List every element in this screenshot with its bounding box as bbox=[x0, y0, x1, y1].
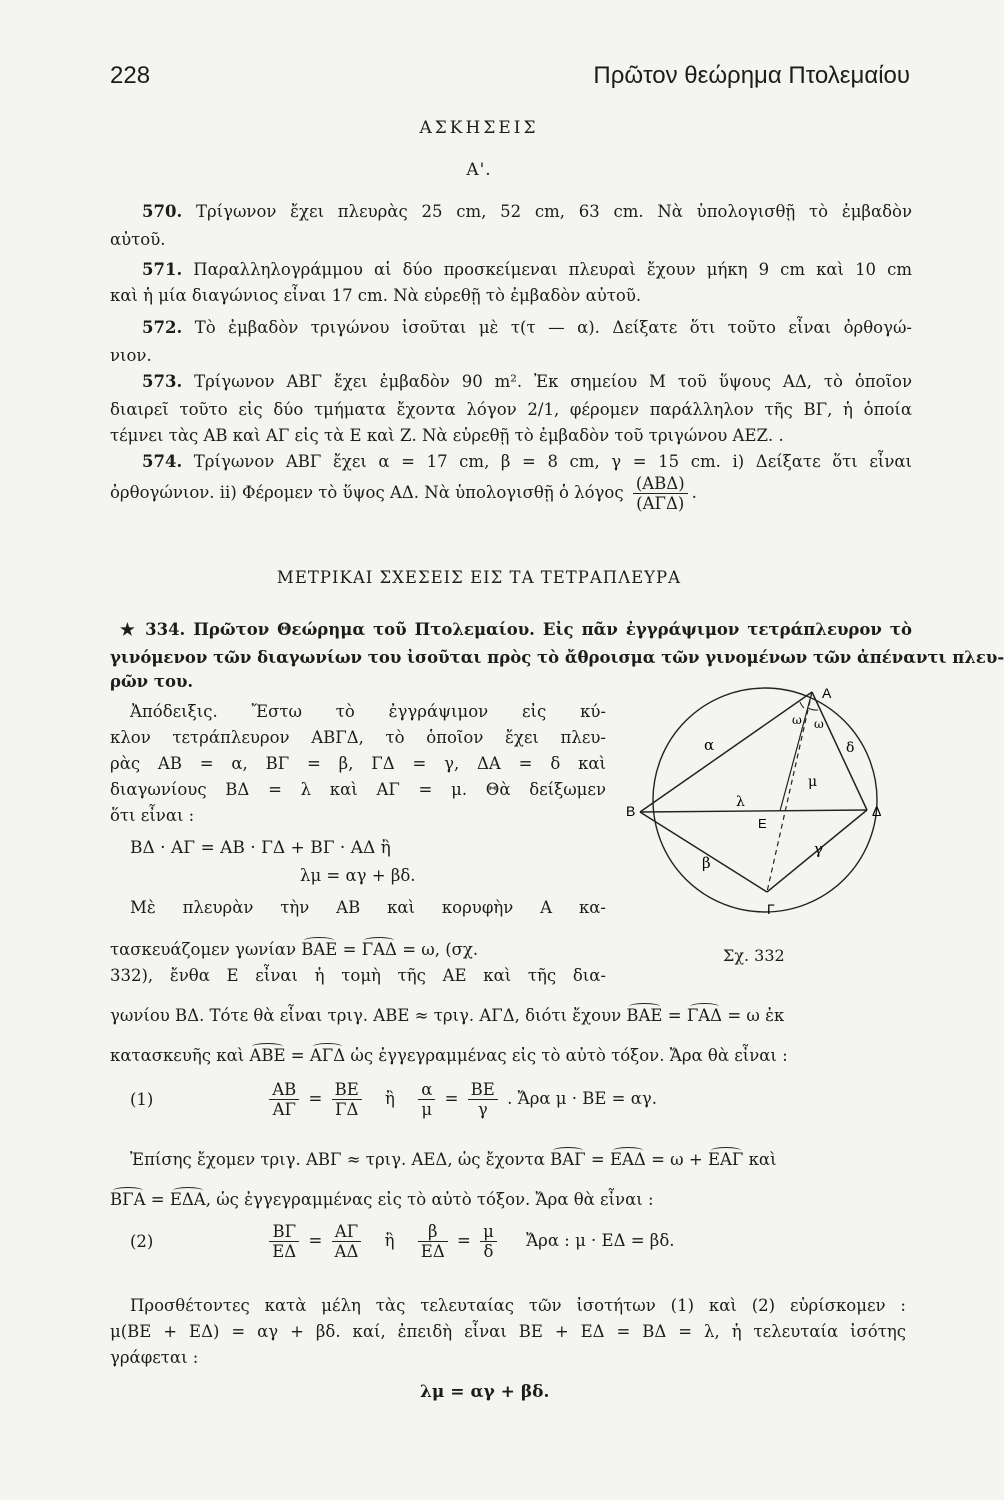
side-AD bbox=[812, 692, 867, 810]
proof-line12: ΒΓΑ = ΕΔΑ, ὡς ἐγγεγραμμένας εἰς τὸ αὐτὸ τόξον. Ἄρα θὰ εἶναι : bbox=[110, 1190, 654, 1209]
exercise-571-line2: καὶ ἡ μία διαγώνιος εἶναι 17 cm. Νὰ εὑρεθῇ τὸ ἐμβαδὸν αὐτοῦ. bbox=[110, 286, 642, 305]
final-equation: λμ = αγ + βδ. bbox=[420, 1382, 550, 1402]
exercise-571-line1: 571. Παραλληλογράμμου αἱ δύο προσκείμεναι πλευραὶ ἔχουν μήκη 9 cm καὶ 10 cm bbox=[142, 260, 912, 279]
label-B: Β bbox=[626, 803, 636, 819]
theorem-line1: ★ 334. Πρῶτον Θεώρημα τοῦ Πτολεμαίου. Εἰς πᾶν ἐγγράψιμον τετράπλευρον τὸ bbox=[120, 620, 912, 639]
segment-AE bbox=[780, 692, 812, 811]
proof-line11: Ἐπίσης ἔχομεν τριγ. ΑΒΓ ≈ τριγ. ΑΕΔ, ὡς ἔχοντα ΒΑΓ = ΕΑΔ = ω + ΕΑΓ καὶ bbox=[130, 1150, 777, 1169]
side-AB bbox=[640, 692, 812, 812]
proof-line7: τασκευάζομεν γωνίαν ΒΑΕ = ΓΑΔ = ω, (σχ. bbox=[110, 940, 479, 959]
proof-line13: Προσθέτοντες κατὰ μέλη τὰς τελευταίας τῶν ἰσοτήτων (1) καὶ (2) εὑρίσκομεν : bbox=[130, 1296, 906, 1315]
exercise-572-line1: 572. Τὸ ἐμβαδὸν τριγώνου ἰσοῦται μὲ τ(τ — α). Δείξατε ὅτι τοῦτο εἶναι ὀρθογώ- bbox=[142, 318, 912, 337]
diagonal-AG bbox=[767, 692, 812, 892]
proof-line8: 332), ἔνθα Ε εἶναι ἡ τομὴ τῆς ΑΕ καὶ τῆς δια- bbox=[110, 966, 606, 985]
formula-2: (2) $\frac{B\Gamma}{E\Delta}$ = $\frac{A\Gamma}{A\Delta}$ ἢ $\frac{\beta}{E\Delta}$ = $\frac{\mu}{\delta}$ Ἄρα : μ · ΕΔ = βδ. bbox=[130, 1222, 675, 1261]
label-beta: β bbox=[702, 854, 711, 872]
label-A: Α bbox=[822, 685, 832, 701]
formula-1: (1) $\frac{AB}{A\Gamma}$ = $\frac{BE}{\Gamma\Delta}$ ἢ $\frac{\alpha}{\mu}$ = $\frac{BE}{\gamma}$ . Ἄρα μ · ΒΕ = αγ. bbox=[130, 1080, 657, 1119]
label-G: Γ bbox=[767, 901, 775, 917]
proof-line4: διαγωνίους ΒΔ = λ καὶ ΑΓ = μ. Θὰ δείξωμεν bbox=[110, 780, 606, 799]
proof-line15: γράφεται : bbox=[110, 1348, 199, 1367]
ratio-fraction: $\frac{\text{(ΑΒΔ)}}{\text{(ΑΓΔ)}}$ bbox=[633, 474, 688, 513]
exercises-subtitle: Α'. bbox=[466, 160, 492, 180]
circumcircle bbox=[653, 688, 877, 912]
label-delta: δ bbox=[846, 740, 855, 756]
exercise-574-line1: 574. Τρίγωνον ΑΒΓ ἔχει α = 17 cm, β = 8 cm, γ = 15 cm. i) Δείξατε ὅτι εἶναι bbox=[142, 452, 913, 471]
label-omega2: ω bbox=[814, 717, 824, 731]
figure-caption: Σχ. 332 bbox=[723, 946, 785, 965]
equation-main: ΒΔ · ΑΓ = ΑΒ · ΓΔ + ΒΓ · ΑΔ ἢ bbox=[130, 838, 391, 858]
exercise-573-line3: τέμνει τὰς ΑΒ καὶ ΑΓ εἰς τὰ Ε καὶ Ζ. Νὰ εὑρεθῇ τὸ ἐμβαδὸν τοῦ τριγώνου ΑΕΖ. . bbox=[110, 426, 784, 445]
diagonal-BD bbox=[640, 810, 867, 812]
proof-line14: μ(ΒΕ + ΕΔ) = αγ + βδ. καί, ἐπειδὴ εἶναι ΒΕ + ΕΔ = ΒΔ = λ, ἡ τελευταία ἰσότης bbox=[110, 1322, 906, 1341]
exercise-570-line1: 570. Τρίγωνον ἔχει πλευρὰς 25 cm, 52 cm, 63 cm. Νὰ ὑπολογισθῇ τὸ ἐμβαδὸν bbox=[142, 202, 912, 221]
running-header: Πρῶτον θεώρημα Πτολεμαίου bbox=[593, 62, 910, 89]
proof-line2: κλον τετράπλευρον ΑΒΓΔ, τὸ ὁποῖον ἔχει πλευ- bbox=[110, 728, 606, 747]
exercise-570-line2: αὐτοῦ. bbox=[110, 230, 166, 249]
page-number: 228 bbox=[110, 62, 151, 89]
angle-arc-omega1 bbox=[800, 702, 804, 708]
figure-332-cyclic-quadrilateral bbox=[626, 682, 894, 922]
equation-short: λμ = αγ + βδ. bbox=[300, 866, 416, 885]
exercise-573-line1: 573. Τρίγωνον ΑΒΓ ἔχει ἐμβαδὸν 90 m². Ἐκ σημείου Μ τοῦ ὕψους ΑΔ, τὸ ὁποῖον bbox=[142, 372, 912, 391]
label-alpha: α bbox=[704, 736, 715, 754]
section-title: ΜΕΤΡΙΚΑΙ ΣΧΕΣΕΙΣ ΕΙΣ ΤΑ ΤΕΤΡΑΠΛΕΥΡΑ bbox=[276, 568, 682, 587]
proof-line6: Μὲ πλευρὰν τὴν ΑΒ καὶ κορυφὴν Α κα- bbox=[130, 898, 606, 917]
label-omega1: ω bbox=[792, 713, 802, 727]
label-lambda: λ bbox=[736, 794, 745, 810]
proof-line1: Ἀπόδειξις. Ἔστω τὸ ἐγγράψιμον εἰς κύ- bbox=[130, 702, 606, 721]
proof-line9: γωνίου ΒΔ. Τότε θὰ εἶναι τριγ. ΑΒΕ ≈ τριγ. ΑΓΔ, διότι ἔχουν ΒΑΕ = ΓΑΔ = ω ἐκ bbox=[110, 1006, 785, 1025]
angle-arc-omega2 bbox=[808, 708, 818, 710]
theorem-line2: γινόμενον τῶν διαγωνίων του ἰσοῦται πρὸς τὸ ἄθροισμα τῶν γινομένων τῶν ἀπέναντι πλευ- bbox=[110, 648, 1004, 667]
theorem-line3: ρῶν του. bbox=[110, 672, 194, 691]
proof-line5: ὅτι εἶναι : bbox=[110, 806, 195, 825]
proof-line10: κατασκευῆς καὶ ΑΒΕ = ΑΓΔ ὡς ἐγγεγραμμένας εἰς τὸ αὐτὸ τόξον. Ἄρα θὰ εἶναι : bbox=[110, 1046, 788, 1065]
exercise-572-line2: νιον. bbox=[110, 346, 152, 365]
label-gamma: γ bbox=[814, 840, 823, 858]
exercises-title: ΑΣΚΗΣΕΙΣ bbox=[419, 118, 539, 138]
side-BG bbox=[640, 812, 767, 892]
label-E: Ε bbox=[758, 816, 767, 831]
exercise-573-line2: διαιρεῖ τοῦτο εἰς δύο τμήματα ἔχοντα λόγον 2/1, φέρομεν παράλληλον τῆς ΒΓ, ἡ ὁποία bbox=[110, 400, 912, 419]
proof-line3: ρὰς ΑΒ = α, ΒΓ = β, ΓΔ = γ, ΔΑ = δ καὶ bbox=[110, 754, 606, 773]
exercise-574-line2: ὀρθογώνιον. ii) Φέρομεν τὸ ὕψος ΑΔ. Νὰ ὑπολογισθῇ ὁ λόγος $\frac{\text{(ΑΒΔ)}}{\text{(ΑΓΔ)}}$ . bbox=[110, 474, 697, 513]
label-mu: μ bbox=[808, 774, 818, 790]
label-D: Δ bbox=[872, 803, 882, 819]
